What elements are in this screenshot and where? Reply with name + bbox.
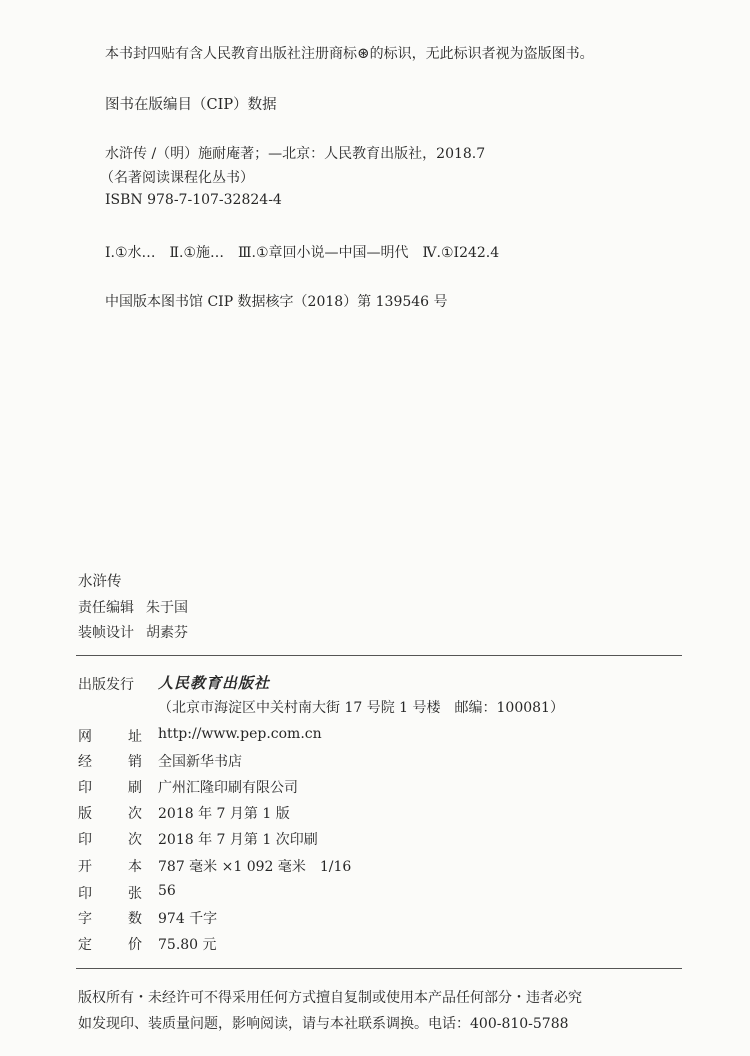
cip-heading: 图书在版编目（CIP）数据 <box>105 97 277 113</box>
credit-designer <box>78 622 188 642</box>
cip-classification: Ⅰ.①水… Ⅱ.①施… Ⅲ.①章回小说—中国—明代 Ⅳ.①I242.4 <box>105 245 500 261</box>
detail-label-b: 次 <box>128 806 142 822</box>
trademark-icon: ⊛ <box>357 44 370 62</box>
detail-label-a: 字 <box>78 911 92 927</box>
detail-label-a: 印 <box>78 832 92 848</box>
credit-editor <box>78 597 188 617</box>
divider-bottom <box>76 968 682 969</box>
detail-label-b: 刷 <box>128 780 142 796</box>
detail-label-b: 本 <box>128 859 142 875</box>
detail-label-b: 价 <box>128 937 142 953</box>
website-value: http://www.pep.com.cn <box>158 726 322 742</box>
detail-label-b: 数 <box>128 911 142 927</box>
credit-editor-label: 责任编辑 <box>78 600 134 616</box>
printer-value: 广州汇隆印刷有限公司 <box>158 780 298 796</box>
publisher-logo: 人民教育出版社 <box>158 674 271 692</box>
detail-label-a: 定 <box>78 937 92 953</box>
format-value: 787 毫米 ×1 092 毫米 1/16 <box>158 859 352 875</box>
publisher-address: （北京市海淀区中关村南大街 17 号院 1 号楼 邮编：100081） <box>158 700 564 716</box>
detail-label-b: 址 <box>128 729 142 745</box>
notice-text: 本书封四贴有含人民教育出版社注册商标 <box>105 46 357 62</box>
detail-label-b: 张 <box>128 886 142 902</box>
edition-value: 2018 年 7 月第 1 版 <box>158 806 290 822</box>
price-value: 75.80 元 <box>158 937 217 953</box>
notice-tail: 的标识，无此标识者视为盗版图书。 <box>369 46 594 62</box>
detail-label-b: 销 <box>128 754 142 770</box>
detail-label-a: 网 <box>78 729 92 745</box>
cip-line-2: （名著阅读课程化丛书） <box>100 170 254 186</box>
detail-label-b: 次 <box>128 832 142 848</box>
detail-label-a: 印 <box>78 780 92 796</box>
detail-label-a: 印 <box>78 886 92 902</box>
cip-verify: 中国版本图书馆 CIP 数据核字（2018）第 139546 号 <box>105 294 448 310</box>
cip-line-1: 水浒传 /（明）施耐庵著；—北京：人民教育出版社，2018.7 <box>105 146 486 162</box>
credit-editor-value: 朱于国 <box>146 600 188 616</box>
cip-isbn: ISBN 978-7-107-32824-4 <box>105 192 282 208</box>
detail-label-a: 经 <box>78 754 92 770</box>
footer-contact: 如发现印、装质量问题，影响阅读，请与本社联系调换。电话：400-810-5788 <box>78 1016 569 1032</box>
publisher-label: 出版发行 <box>78 677 134 693</box>
footer-copyright: 版权所有・未经许可不得采用任何方式擅自复制或使用本产品任何部分・违者必究 <box>78 990 582 1006</box>
copyright-notice <box>105 43 594 63</box>
word-count-value: 974 千字 <box>158 911 218 927</box>
credit-designer-label: 装帧设计 <box>78 625 134 641</box>
book-title: 水浒传 <box>78 574 122 590</box>
printing-value: 2018 年 7 月第 1 次印刷 <box>158 832 318 848</box>
divider-top <box>76 655 682 656</box>
sheets-value: 56 <box>158 883 176 899</box>
credit-designer-value: 胡素芬 <box>146 625 188 641</box>
detail-label-a: 开 <box>78 859 92 875</box>
detail-label-a: 版 <box>78 806 92 822</box>
distributor-value: 全国新华书店 <box>158 754 242 770</box>
